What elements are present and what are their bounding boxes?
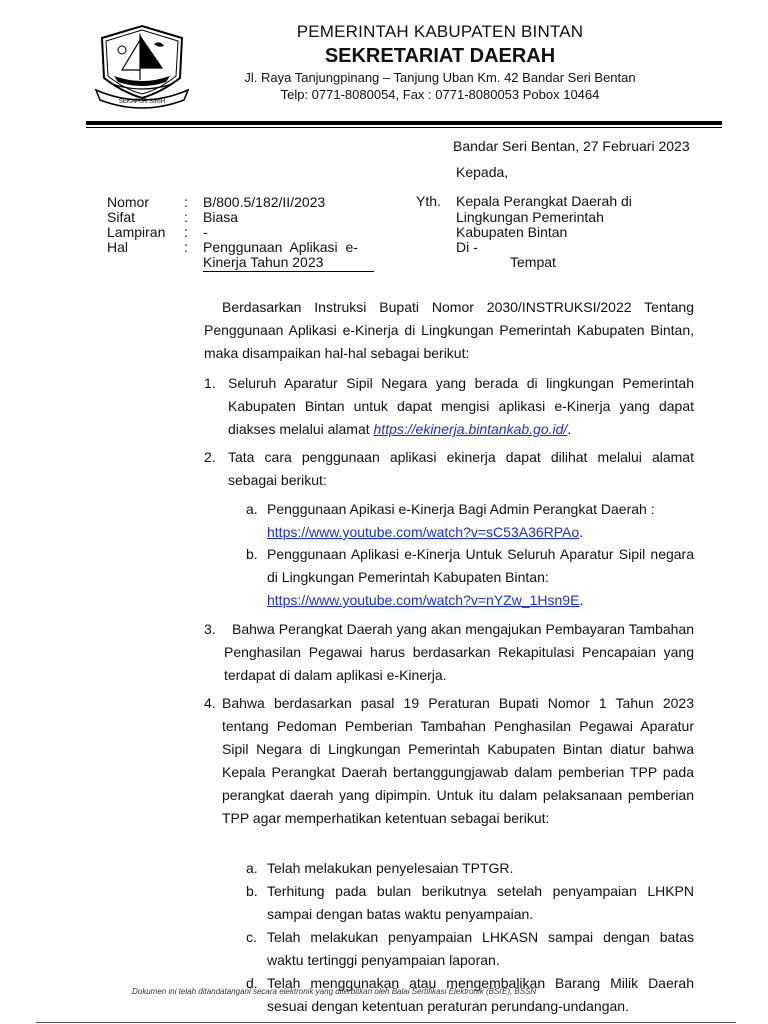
item-2-text: Tata cara penggunaan aplikasi ekinerja dapat dilihat melalui alamat sebagai berikut: xyxy=(228,449,694,488)
item-4d-letter: d. xyxy=(246,975,258,991)
sifat-value: Biasa xyxy=(203,209,239,225)
item-2a-period: . xyxy=(579,524,584,540)
item-1-paragraph xyxy=(228,372,694,441)
letterhead-contact: Telp: 0771-8080054, Fax : 0771-8080053 Pobox 10464 xyxy=(280,87,600,102)
intro-paragraph: Berdasarkan Instruksi Bupati Nomor 2030/INSTRUKSI/2022 Tentang Penggunaan Aplikasi e-Kinerja di Lingkungan Pemerintah Kabupaten Bintan, maka disampaikan hal-hal sebagai berikut: xyxy=(204,299,694,361)
hal-colon: : xyxy=(184,239,188,255)
item-1-text: Seluruh Aparatur Sipil Negara yang berada di lingkungan Pemerintah Kabupaten Bintan untuk dapat mengisi aplikasi e-Kinerja yang dapat diakses melalui alamat xyxy=(228,375,694,437)
item-1-number: 1. xyxy=(204,375,216,391)
hal-value-line2: Kinerja Tahun 2023 xyxy=(203,254,324,270)
hal-value-line1: Penggunaan Aplikasi e- xyxy=(203,239,358,255)
place-date: Bandar Seri Bentan, 27 Februari 2023 xyxy=(453,138,690,154)
item-4a-letter: a. xyxy=(246,860,258,876)
esignature-footer-note: Dokumen ini telah ditandatangani secara elektronik yang diterbitkan oleh Balai Sertifikasi Elektronik (BSrE), BSSN xyxy=(132,987,537,996)
item-2a-paragraph xyxy=(267,498,694,544)
recipient-line4: Di - xyxy=(456,239,478,255)
recipient-line1: Kepala Perangkat Daerah di xyxy=(456,193,632,209)
ekinerja-link[interactable]: https://ekinerja.bintankab.go.id/ xyxy=(373,421,568,437)
item-2a-letter: a. xyxy=(246,501,258,517)
item-2-number: 2. xyxy=(204,449,216,465)
regency-emblem-logo xyxy=(92,20,192,112)
letterhead-secretariat: SEKRETARIAT DAERAH xyxy=(324,45,556,67)
youtube-link-asn[interactable]: https://www.youtube.com/watch?v=nYZw_1Hsn9E xyxy=(267,592,580,608)
lampiran-label: Lampiran xyxy=(107,224,166,240)
item-2b-text: Penggunaan Aplikasi e-Kinerja Untuk Seluruh Aparatur Sipil negara di Lingkungan Pemerintah Kabupaten Bintan: xyxy=(267,546,694,585)
item-4-text: Bahwa berdasarkan pasal 19 Peraturan Bupati Nomor 1 Tahun 2023 tentang Pedoman Pemberian Tambahan Penghasilan Pegawai Aparatur Sipil Negara di Lingkungan Pemerintah Kabupaten Bintan diatur bahwa Kepala Perangkat Daerah bertanggungjawab dalam pemberian TPP pada perangkat daerah yang dipimpin. Untuk itu dalam pelaksanaan pemberian TPP agar memperhatikan ketentuan sebagai berikut: xyxy=(222,695,694,826)
item-4-number: 4. xyxy=(204,695,216,711)
item-2b-paragraph xyxy=(267,543,694,612)
letterhead-thin-rule xyxy=(86,127,722,128)
lampiran-value: - xyxy=(203,224,208,240)
nomor-colon: : xyxy=(184,194,188,210)
nomor-value: B/800.5/182/II/2023 xyxy=(203,194,326,210)
kepada-label: Kepada, xyxy=(456,164,509,180)
item-4d-text: Telah menggunakan atau mengembalikan Barang Milik Daerah sesuai dengan ketentuan peraturan perundang-undangan. xyxy=(267,975,694,1014)
youtube-link-admin[interactable]: https://www.youtube.com/watch?v=sC53A36RPAo xyxy=(267,524,580,540)
emblem-motto: SEKAPUR SIRIH xyxy=(118,99,166,105)
item-2a-text: Penggunaan Apikasi e-Kinerja Bagi Admin Perangkat Daerah : xyxy=(267,501,655,517)
item-2b-letter: b. xyxy=(246,546,258,562)
lampiran-colon: : xyxy=(184,224,188,240)
item-4b-letter: b. xyxy=(246,883,258,899)
sifat-label: Sifat xyxy=(107,209,136,225)
yth-label: Yth. xyxy=(416,193,441,209)
item-3-number: 3. xyxy=(204,621,216,637)
item-2b-period: . xyxy=(579,592,584,608)
letterhead-address: Jl. Raya Tanjungpinang – Tanjung Uban Km. 42 Bandar Seri Bentan xyxy=(244,70,636,85)
hal-underline xyxy=(203,271,374,272)
letterhead-government: PEMERINTAH KABUPATEN BINTAN xyxy=(296,22,584,41)
recipient-line5: Tempat xyxy=(510,254,556,270)
sifat-colon: : xyxy=(184,209,188,225)
item-1-period: . xyxy=(567,421,572,437)
page-bottom-rule xyxy=(36,1022,736,1023)
recipient-line3: Kabupaten Bintan xyxy=(456,224,568,240)
item-4c-letter: c. xyxy=(246,929,257,945)
item-3-text: Bahwa Perangkat Daerah yang akan mengajukan Pembayaran Tambahan Penghasilan Pegawai harus berdasarkan Rekapitulasi Pencapaian yang terdapat di dalam aplikasi e-Kinerja. xyxy=(224,621,694,683)
nomor-label: Nomor xyxy=(107,194,150,210)
recipient-line2: Lingkungan Pemerintah xyxy=(456,209,604,225)
item-4c-text: Telah melakukan penyampaian LHKASN sampai dengan batas waktu tertinggi penyampaian laporan. xyxy=(267,929,694,968)
letterhead-thick-rule xyxy=(86,121,722,125)
item-4a-text: Telah melakukan penyelesaian TPTGR. xyxy=(267,860,514,876)
hal-label: Hal xyxy=(107,239,129,255)
item-4b-text: Terhitung pada bulan berikutnya setelah penyampaian LHKPN sampai dengan batas waktu penyampaian. xyxy=(267,883,694,922)
